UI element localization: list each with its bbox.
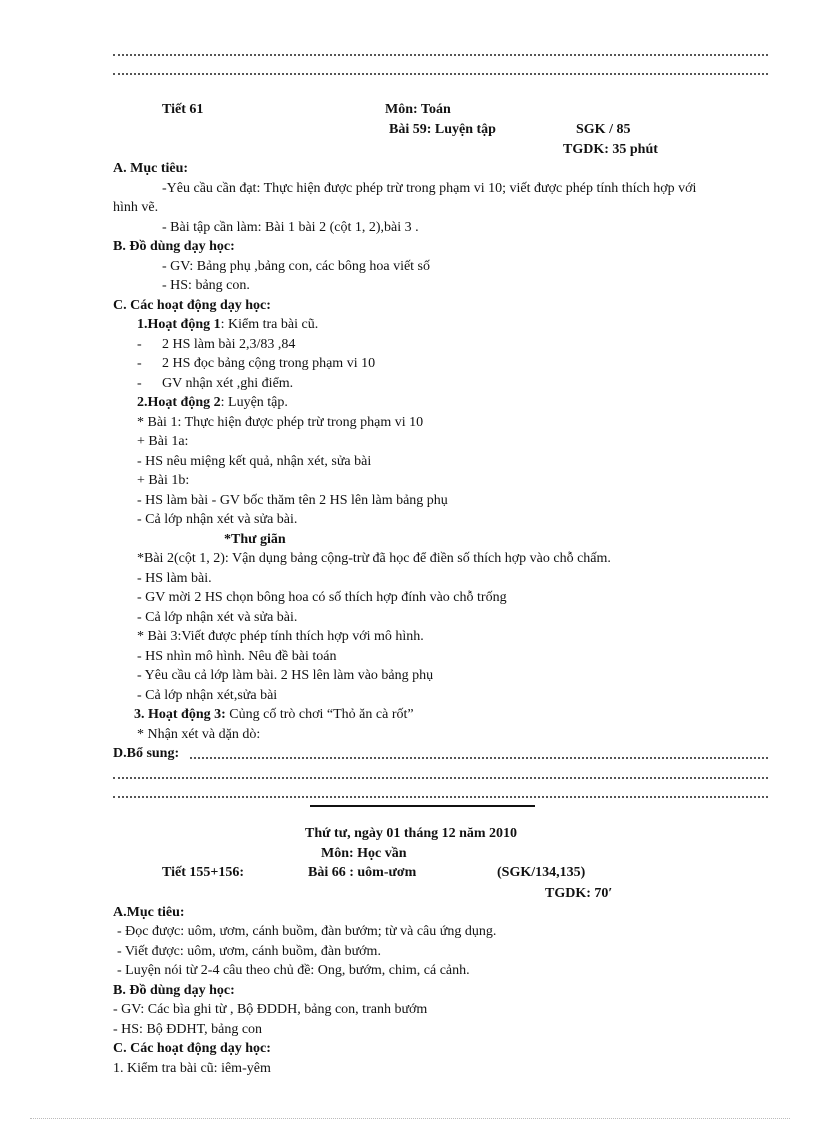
dotted-line <box>113 771 768 779</box>
activity-line: 1. Kiểm tra bài cũ: iêm-yêm <box>113 1061 271 1076</box>
objective-line: - Luyện nói từ 2-4 câu theo chủ đề: Ong, bướm, chim, cá cảnh. <box>117 963 470 978</box>
closing-note: * Nhận xét và dặn dò: <box>137 727 261 742</box>
lesson2-sgk: (SGK/134,135) <box>497 865 586 880</box>
list-item-text: 2 HS đọc bảng cộng trong phạm vi 10 <box>162 356 376 371</box>
activity-line: + Bài 1a: <box>137 434 189 449</box>
materials-line: - HS: Bộ ĐDHT, bảng con <box>113 1022 263 1037</box>
list-item-text: 2 HS làm bài 2,3/83 ,84 <box>162 337 296 352</box>
section-b-title: B. Đồ dùng dạy học: <box>113 239 235 254</box>
objective-line: - Bài tập cần làm: Bài 1 bài 2 (cột 1, 2),bài 3 . <box>162 220 419 235</box>
activity-line: *Bài 2(cột 1, 2): Vận dụng bảng cộng-trừ đã học để điền số thích hợp vào chỗ chấm. <box>137 551 611 566</box>
activity3-line <box>134 706 414 724</box>
dotted-line <box>113 790 768 798</box>
objective-line: - Đọc được: uôm, ươm, cánh buồm, đàn bướm; từ và câu ứng dụng. <box>117 924 497 939</box>
activity2-line <box>137 394 288 412</box>
lesson1-tgdk: TGDK: 35 phút <box>563 142 658 157</box>
activity-line: - HS làm bài - GV bốc thăm tên 2 HS lên làm bảng phụ <box>137 493 448 508</box>
activity1-line <box>137 316 318 334</box>
lesson1-subject: Môn: Toán <box>385 102 451 117</box>
materials-line: - GV: Các bìa ghi từ , Bộ ĐDDH, bảng con, tranh bướm <box>113 1002 428 1017</box>
activity1-text: : Kiểm tra bài cũ. <box>220 317 319 332</box>
lesson2-section-a-title: A.Mục tiêu: <box>113 905 185 920</box>
list-item: - <box>137 356 142 371</box>
materials-line: - GV: Bảng phụ ,bảng con, các bông hoa viết số <box>162 259 431 274</box>
activity-line: - Cả lớp nhận xét và sửa bài. <box>137 512 298 527</box>
lesson2-tgdk: TGDK: 70′ <box>545 886 613 901</box>
section-a-title: A. Mục tiêu: <box>113 161 189 176</box>
lesson1-sgk: SGK / 85 <box>576 122 631 137</box>
activity3-text: Củng cố trò chơi “Thỏ ăn cà rốt” <box>225 707 414 722</box>
section-d-label: D.Bổ sung: <box>113 746 180 761</box>
activity-line: - HS nhìn mô hình. Nêu đề bài toán <box>137 649 337 664</box>
lesson2-section-c-title: C. Các hoạt động dạy học: <box>113 1041 271 1056</box>
activity2-text: : Luyện tập. <box>220 395 288 410</box>
objective-line: - Viết được: uôm, ươm, cánh buồm, đàn bướm. <box>117 944 381 959</box>
list-item-text: GV nhận xét ,ghi điểm. <box>162 376 294 391</box>
dotted-line <box>113 67 768 75</box>
dotted-line <box>113 48 768 56</box>
page-bottom-dotted-line <box>30 1118 790 1119</box>
activity-line: * Bài 1: Thực hiện được phép trừ trong phạm vi 10 <box>137 415 424 430</box>
lesson2-subject: Môn: Học vần <box>321 846 407 861</box>
lesson1-lesson-title: Bài 59: Luyện tập <box>389 122 496 137</box>
activity2-label: 2.Hoạt động 2 <box>137 395 221 410</box>
lesson2-lesson-title: Bài 66 : uôm-ươm <box>308 865 417 880</box>
lesson1-tiet: Tiết 61 <box>162 102 204 117</box>
lesson2-tiet: Tiết 155+156: <box>162 865 244 880</box>
lesson2-section-b-title: B. Đồ dùng dạy học: <box>113 983 235 998</box>
section-c-title: C. Các hoạt động dạy học: <box>113 298 271 313</box>
list-item: - <box>137 337 142 352</box>
activity1-label: 1.Hoạt động 1 <box>137 317 221 332</box>
dotted-line <box>190 751 768 759</box>
activity-line: - GV mời 2 HS chọn bông hoa có số thích hợp đính vào chỗ trống <box>137 590 507 605</box>
section-separator <box>310 805 535 807</box>
activity-line: - HS làm bài. <box>137 571 212 586</box>
activity-line: - Yêu cầu cả lớp làm bài. 2 HS lên làm vào bảng phụ <box>137 668 434 683</box>
objective-line: -Yêu cầu cần đạt: Thực hiện được phép trừ trong phạm vi 10; viết được phép tính thích hợp với <box>162 181 697 196</box>
break-label: *Thư giãn <box>224 532 286 547</box>
list-item: - <box>137 376 142 391</box>
activity-line: + Bài 1b: <box>137 473 190 488</box>
lesson2-date: Thứ tư, ngày 01 tháng 12 năm 2010 <box>305 826 518 841</box>
activity-line: - HS nêu miệng kết quả, nhận xét, sửa bài <box>137 454 372 469</box>
activity3-label: 3. Hoạt động 3: <box>134 707 226 722</box>
objective-line-cont: hình vẽ. <box>113 200 159 215</box>
activity-line: - Cả lớp nhận xét và sửa bài. <box>137 610 298 625</box>
activity-line: - Cả lớp nhận xét,sửa bài <box>137 688 278 703</box>
activity-line: * Bài 3:Viết được phép tính thích hợp với mô hình. <box>137 629 424 644</box>
materials-line: - HS: bảng con. <box>162 278 250 293</box>
